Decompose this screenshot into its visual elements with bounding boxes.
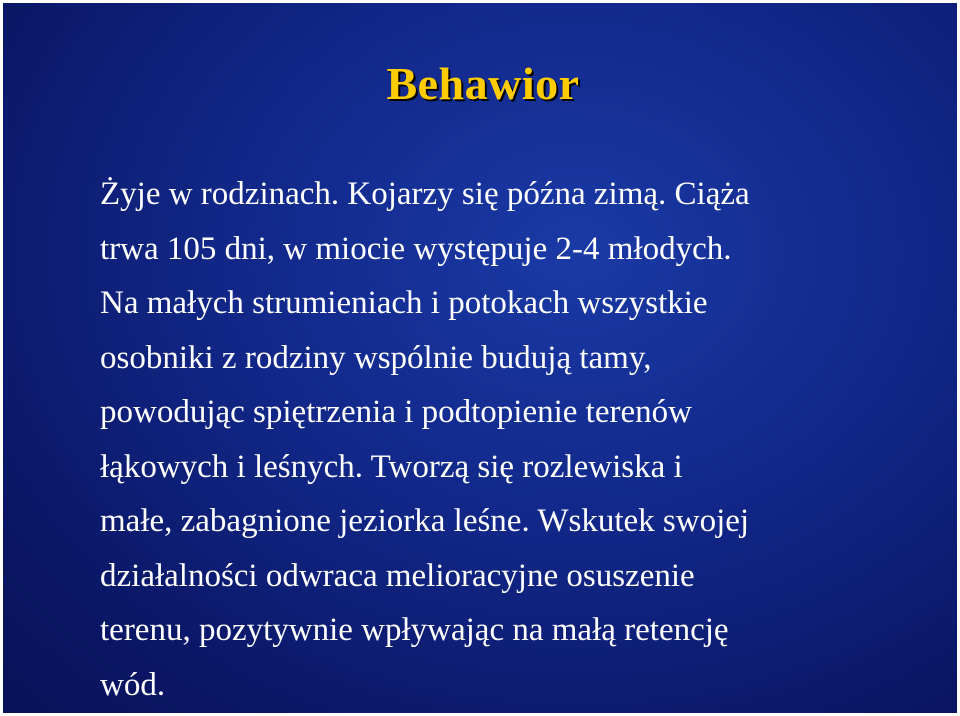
body-line: Żyje w rodzinach. Kojarzy się późna zimą. Ciąża (100, 176, 750, 212)
body-line: wód. (100, 666, 166, 703)
body-line: trwa 105 dni, w miocie występuje 2-4 młodych. (100, 230, 732, 267)
slide-body (100, 167, 930, 712)
slide-title (3, 57, 957, 110)
slide (3, 3, 957, 713)
body-line: osobniki z rodziny wspólnie budują tamy, (100, 339, 652, 376)
body-line: małe, zabagnione jeziorka leśne. Wskutek swojej (100, 503, 750, 539)
body-line: działalności odwraca melioracyjne osuszenie (100, 557, 695, 594)
slide-title-text: Behawior (386, 58, 580, 109)
body-line: Na małych strumieniach i potokach wszystkie (100, 285, 708, 321)
body-line: terenu, pozytywnie wpływając na małą retencję (100, 612, 729, 648)
body-line: powodując spiętrzenia i podtopienie terenów (100, 394, 692, 430)
body-line: łąkowych i leśnych. Tworzą się rozlewiska i (100, 448, 683, 485)
